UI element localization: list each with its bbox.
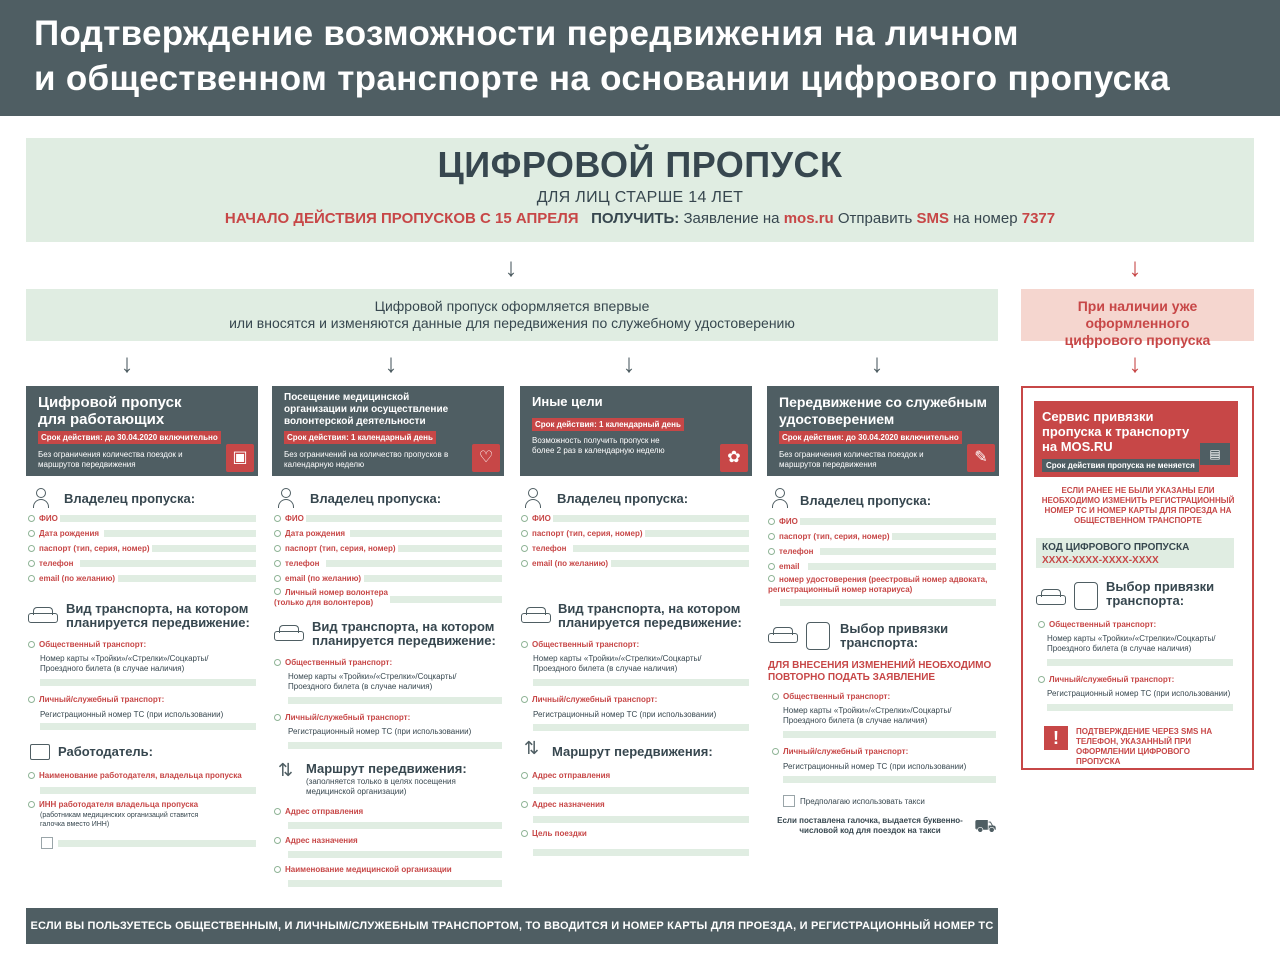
change-note: ДЛЯ ВНЕСЕНИЯ ИЗМЕНЕНИЙ НЕОБХОДИМО ПОВТОРНО ПОДАТЬ ЗАЯВЛЕНИЕ bbox=[768, 660, 992, 683]
page-header bbox=[0, 0, 1280, 116]
field-label-phone-text: телефон bbox=[532, 544, 567, 553]
field-label-private-text: Личный/служебный транспорт: bbox=[1049, 675, 1175, 684]
field-label-fio-text: ФИО bbox=[532, 514, 551, 523]
route-icon: ⇅ bbox=[524, 738, 540, 758]
sms-text: SMS bbox=[916, 210, 949, 227]
fio-field[interactable] bbox=[306, 515, 502, 522]
check-icon bbox=[274, 714, 281, 721]
card-number-field[interactable] bbox=[288, 697, 502, 704]
check-icon bbox=[521, 530, 528, 537]
car-icon bbox=[768, 626, 798, 644]
field-label-public-text: Общественный транспорт: bbox=[532, 640, 640, 649]
field-label-private bbox=[772, 747, 908, 756]
from-address-field[interactable] bbox=[533, 787, 749, 794]
check-icon bbox=[772, 693, 779, 700]
check-icon bbox=[274, 866, 281, 873]
field-label-email bbox=[521, 559, 608, 568]
binding-heading: Выбор привязки транспорта: bbox=[840, 621, 949, 650]
footer-note: ЕСЛИ ВЫ ПОЛЬЗУЕТЕСЬ ОБЩЕСТВЕННЫМ, И ЛИЧНЫМ/СЛУЖЕБНЫМ ТРАНСПОРТОМ, ТО ВВОДИТСЯ И НОМЕР КАРТЫ ДЛЯ ПРОЕЗДА, И РЕГИСТРАЦИОННЫЙ НОМЕР ТС bbox=[26, 908, 998, 944]
validity-badge: Срок действия: 1 календарный день bbox=[284, 431, 436, 444]
get-text-3: на номер bbox=[953, 210, 1018, 227]
arrow-down-icon: ↓ bbox=[870, 348, 884, 378]
fio-field[interactable] bbox=[800, 518, 996, 525]
check-icon bbox=[28, 560, 35, 567]
check-icon bbox=[28, 545, 35, 552]
field-label-id-number-text: номер удостоверения (реестровый номер адвоката, регистрационный номер нотариуса) bbox=[768, 575, 988, 594]
check-icon bbox=[1038, 621, 1045, 628]
field-label-email bbox=[274, 574, 361, 583]
to-address-field[interactable] bbox=[288, 851, 502, 858]
transport-heading: Вид транспорта, на котором планируется передвижение: bbox=[558, 601, 742, 630]
phone-field[interactable] bbox=[80, 560, 256, 567]
pass-code-value[interactable]: XXXX-XXXX-XXXX-XXXX bbox=[1042, 555, 1159, 566]
employer-name-field[interactable] bbox=[40, 787, 256, 794]
email-field[interactable] bbox=[808, 563, 996, 570]
service-note: ЕСЛИ РАНЕЕ НЕ БЫЛИ УКАЗАНЫ ЕЛИ НЕОБХОДИМО ИЗМЕНИТЬ РЕГИСТРАЦИОННЫЙ НОМЕР ТС И НОМЕР КАРТЫ ДЛЯ ПРОЕЗДА НА ОБЩЕСТВЕННОМ ТРАНСПОРТЕ bbox=[1041, 486, 1235, 525]
person-icon bbox=[32, 488, 50, 508]
taxi-checkbox[interactable] bbox=[783, 795, 795, 807]
taxi-icon: ⛟ bbox=[974, 816, 997, 836]
field-label-passport bbox=[28, 544, 150, 553]
check-icon bbox=[28, 575, 35, 582]
field-label-employer-name bbox=[28, 771, 242, 780]
service-title: Сервис привязки пропуска к транспорту на MOS.RU bbox=[1042, 409, 1190, 454]
header-title-line2: и общественном транспорте на основании цифрового пропуска bbox=[34, 59, 1170, 98]
fio-field[interactable] bbox=[553, 515, 749, 522]
hands-heart-icon: ✿ bbox=[720, 444, 748, 472]
field-label-public bbox=[274, 658, 392, 667]
car-icon bbox=[521, 606, 551, 624]
field-label-fio bbox=[521, 514, 551, 523]
check-icon bbox=[521, 696, 528, 703]
reg-number-field[interactable] bbox=[40, 723, 256, 730]
binding-heading: Выбор привязки транспорта: bbox=[1106, 579, 1215, 608]
field-label-fio-text: ФИО bbox=[285, 514, 304, 523]
check-icon bbox=[768, 548, 775, 555]
person-icon bbox=[771, 488, 789, 508]
check-icon bbox=[768, 575, 775, 582]
card-description: Без ограничения количества поездок и маршрутов передвижения bbox=[779, 450, 924, 469]
check-icon bbox=[768, 563, 775, 570]
to-address-field[interactable] bbox=[533, 816, 749, 823]
medical-worker-checkbox[interactable] bbox=[41, 837, 53, 849]
field-label-to-text: Адрес назначения bbox=[285, 836, 358, 845]
card-number-field[interactable] bbox=[783, 731, 996, 738]
reg-number-hint: Регистрационный номер ТС (при использовании) bbox=[40, 710, 224, 719]
get-label: ПОЛУЧИТЬ: bbox=[591, 210, 680, 227]
validity-badge: Срок действия: 1 календарный день bbox=[532, 418, 684, 431]
arrow-down-icon: ↓ bbox=[1128, 252, 1142, 282]
card-title: Посещение медицинской организации или осуществление волонтерской деятельности bbox=[284, 392, 449, 427]
field-label-public bbox=[772, 692, 890, 701]
med-org-field[interactable] bbox=[288, 880, 502, 887]
owner-heading: Владелец пропуска: bbox=[557, 491, 689, 506]
get-text-1: Заявление на bbox=[683, 210, 780, 227]
validity-badge: Срок действия: до 30.04.2020 включительно bbox=[779, 431, 962, 444]
transport-heading: Вид транспорта, на котором планируется передвижение: bbox=[66, 601, 250, 630]
check-icon bbox=[28, 515, 35, 522]
route-note: (заполняется только в целях посещения медицинской организации) bbox=[306, 777, 456, 796]
field-label-med-org-text: Наименование медицинской организации bbox=[285, 865, 452, 874]
passport-field[interactable] bbox=[398, 545, 502, 552]
check-icon bbox=[274, 837, 281, 844]
check-icon bbox=[28, 772, 35, 779]
check-icon bbox=[274, 515, 281, 522]
check-icon bbox=[274, 588, 281, 595]
field-label-from-text: Адрес отправления bbox=[285, 807, 364, 816]
field-label-phone bbox=[521, 544, 566, 553]
card-number-hint: Номер карты «Тройки»/«Стрелки»/Соцкарты/ Проездного билета (в случае наличия) bbox=[533, 654, 702, 673]
email-field[interactable] bbox=[364, 575, 502, 582]
field-label-passport-text: паспорт (тип, серия, номер) bbox=[532, 529, 643, 538]
taxi-note: Если поставлена галочка, выдается буквенно-числовой код для поездок на такси bbox=[777, 816, 963, 835]
reg-number-hint: Регистрационный номер ТС (при использовании) bbox=[288, 727, 472, 736]
check-icon bbox=[768, 533, 775, 540]
field-label-dob bbox=[274, 529, 345, 538]
field-label-dob-text: Дата рождения bbox=[285, 529, 346, 538]
warning-icon: ! bbox=[1044, 726, 1068, 750]
field-label-phone-text: телефон bbox=[285, 559, 320, 568]
card-title: Передвижение со служебным удостоверением bbox=[779, 394, 987, 427]
phone-field[interactable] bbox=[573, 545, 749, 552]
card-number-field[interactable] bbox=[1047, 659, 1233, 666]
passport-field[interactable] bbox=[645, 530, 749, 537]
inn-field[interactable] bbox=[58, 840, 256, 847]
check-icon bbox=[274, 575, 281, 582]
existing-pass-text: При наличии уже оформленного цифрового пропуска bbox=[1064, 298, 1211, 348]
field-label-passport bbox=[274, 544, 396, 553]
arrow-down-icon: ↓ bbox=[384, 348, 398, 378]
field-label-public-text: Общественный транспорт: bbox=[39, 640, 147, 649]
field-label-fio bbox=[274, 514, 304, 523]
check-icon bbox=[768, 518, 775, 525]
field-label-phone-text: телефон bbox=[779, 547, 814, 556]
check-icon bbox=[274, 530, 281, 537]
transport-heading: Вид транспорта, на котором планируется передвижение: bbox=[312, 619, 496, 648]
field-label-fio bbox=[28, 514, 58, 523]
field-label-passport-text: паспорт (тип, серия, номер) bbox=[285, 544, 396, 553]
inn-note: (работникам медицинских организаций ставится галочка вместо ИНН) bbox=[40, 812, 199, 828]
field-label-inn bbox=[28, 800, 198, 809]
reg-number-field[interactable] bbox=[1047, 704, 1233, 711]
site-link[interactable]: mos.ru bbox=[783, 210, 834, 227]
arrow-down-icon: ↓ bbox=[1128, 348, 1142, 378]
email-field[interactable] bbox=[611, 560, 749, 567]
field-label-private bbox=[521, 695, 657, 704]
id-number-field[interactable] bbox=[780, 599, 996, 606]
field-label-email-text: email bbox=[779, 562, 800, 571]
field-label-id-number bbox=[768, 575, 996, 595]
field-label-public bbox=[28, 640, 146, 649]
field-label-email-text: email (по желанию) bbox=[532, 559, 609, 568]
card-number-field[interactable] bbox=[40, 679, 256, 686]
start-date-text: НАЧАЛО ДЕЙСТВИЯ ПРОПУСКОВ С 15 АПРЕЛЯ bbox=[224, 210, 579, 227]
person-icon bbox=[277, 488, 295, 508]
field-label-purpose-text: Цель поездки bbox=[532, 829, 587, 838]
field-label-email bbox=[768, 562, 799, 571]
route-icon: ⇅ bbox=[278, 760, 294, 780]
existing-pass-branch bbox=[1021, 289, 1254, 348]
owner-heading: Владелец пропуска: bbox=[64, 491, 196, 506]
heart-pulse-icon: ♡ bbox=[472, 444, 500, 472]
card-official bbox=[767, 386, 999, 476]
field-label-phone bbox=[28, 559, 73, 568]
check-icon bbox=[274, 560, 281, 567]
field-label-public-text: Общественный транспорт: bbox=[783, 692, 891, 701]
employer-heading: Работодатель: bbox=[58, 744, 153, 759]
field-label-passport bbox=[521, 529, 643, 538]
digital-pass-banner bbox=[26, 138, 1254, 242]
field-label-private-text: Личный/служебный транспорт: bbox=[285, 713, 411, 722]
reg-number-field[interactable] bbox=[533, 724, 749, 731]
pass-code-label: КОД ЦИФРОВОГО ПРОПУСКА bbox=[1042, 542, 1190, 553]
email-field[interactable] bbox=[118, 575, 256, 582]
purpose-field[interactable] bbox=[533, 849, 749, 856]
field-label-from bbox=[521, 771, 610, 780]
field-label-passport-text: паспорт (тип, серия, номер) bbox=[779, 532, 890, 541]
check-icon bbox=[1038, 676, 1045, 683]
briefcase-icon: ▣ bbox=[226, 444, 254, 472]
volunteer-field[interactable] bbox=[390, 596, 502, 603]
document-pen-icon: ✎ bbox=[967, 444, 995, 472]
check-icon bbox=[521, 515, 528, 522]
pass-code-box bbox=[1036, 538, 1234, 568]
fio-field[interactable] bbox=[60, 515, 256, 522]
digital-pass-title: ЦИФРОВОЙ ПРОПУСК bbox=[437, 144, 843, 185]
check-icon bbox=[521, 830, 528, 837]
field-label-from bbox=[274, 807, 363, 816]
field-label-volunteer-text: Личный номер волонтера (только для волонтеров) bbox=[274, 588, 388, 607]
field-label-passport bbox=[768, 532, 890, 541]
card-other bbox=[520, 386, 752, 476]
check-icon bbox=[274, 808, 281, 815]
field-label-purpose bbox=[521, 829, 587, 838]
owner-heading: Владелец пропуска: bbox=[800, 493, 932, 508]
card-number-hint: Номер карты «Тройки»/«Стрелки»/Соцкарты/ Проездного билета (в случае наличия) bbox=[783, 706, 952, 725]
card-workers bbox=[26, 386, 258, 476]
briefcase-icon bbox=[30, 744, 50, 760]
field-label-fio bbox=[768, 517, 798, 526]
sms-confirm-note: ПОДТВЕРЖДЕНИЕ ЧЕРЕЗ SMS НА ТЕЛЕФОН, УКАЗАННЫЙ ПРИ ОФОРМЛЕНИИ ЦИФРОВОГО ПРОПУСКА bbox=[1076, 727, 1213, 766]
card-number-hint: Номер карты «Тройки»/«Стрелки»/Соцкарты/ Проездного билета (в случае наличия) bbox=[40, 654, 209, 673]
new-pass-line2: или вносятся и изменяются данные для передвижения по служебному удостоверению bbox=[229, 315, 795, 331]
taxi-label: Предполагаю использовать такси bbox=[800, 797, 925, 806]
new-pass-branch bbox=[26, 289, 998, 341]
from-address-field[interactable] bbox=[288, 822, 502, 829]
arrow-down-icon: ↓ bbox=[120, 348, 134, 378]
field-label-public-text: Общественный транспорт: bbox=[1049, 620, 1157, 629]
new-pass-line1: Цифровой пропуск оформляется впервые bbox=[374, 298, 650, 314]
train-icon bbox=[1074, 582, 1098, 610]
field-label-private bbox=[28, 695, 164, 704]
id-card-icon: ▤ bbox=[1200, 443, 1230, 465]
passport-field[interactable] bbox=[152, 545, 256, 552]
field-label-fio-text: ФИО bbox=[779, 517, 798, 526]
car-icon bbox=[274, 624, 304, 642]
field-label-to-text: Адрес назначения bbox=[532, 800, 605, 809]
person-icon bbox=[524, 488, 542, 508]
owner-heading: Владелец пропуска: bbox=[310, 491, 442, 506]
field-label-fio-text: ФИО bbox=[39, 514, 58, 523]
service-card bbox=[1034, 401, 1238, 477]
dob-field[interactable] bbox=[350, 530, 502, 537]
field-label-email-text: email (по желанию) bbox=[285, 574, 362, 583]
reg-number-field[interactable] bbox=[288, 742, 502, 749]
card-medical bbox=[272, 386, 504, 476]
check-icon bbox=[521, 545, 528, 552]
card-description: Возможность получить пропуск не более 2 раз в календарную неделю bbox=[532, 436, 665, 455]
header-title-line1: Подтверждение возможности передвижения на личном bbox=[34, 14, 1019, 53]
field-label-private bbox=[274, 713, 410, 722]
phone-field[interactable] bbox=[326, 560, 502, 567]
reg-number-field[interactable] bbox=[783, 776, 996, 783]
field-label-dob-text: Дата рождения bbox=[39, 529, 100, 538]
arrow-down-icon: ↓ bbox=[504, 252, 518, 282]
reg-number-hint: Регистрационный номер ТС (при использовании) bbox=[783, 762, 967, 771]
phone-field[interactable] bbox=[820, 548, 996, 555]
check-icon bbox=[521, 801, 528, 808]
check-icon bbox=[274, 545, 281, 552]
card-number-hint: Номер карты «Тройки»/«Стрелки»/Соцкарты/ Проездного билета (в случае наличия) bbox=[288, 672, 457, 691]
card-number-field[interactable] bbox=[533, 679, 749, 686]
field-label-phone bbox=[274, 559, 319, 568]
sms-number: 7377 bbox=[1021, 210, 1056, 227]
check-icon bbox=[28, 641, 35, 648]
check-icon bbox=[521, 560, 528, 567]
validity-badge: Срок действия: до 30.04.2020 включительно bbox=[38, 431, 221, 444]
train-icon bbox=[806, 622, 830, 650]
check-icon bbox=[274, 659, 281, 666]
get-text-2: Отправить bbox=[837, 210, 913, 227]
route-heading: Маршрут передвижения: bbox=[306, 761, 467, 776]
digital-pass-subtitle: ДЛЯ ЛИЦ СТАРШЕ 14 ЛЕТ bbox=[536, 189, 744, 206]
field-label-private-text: Личный/служебный транспорт: bbox=[39, 695, 165, 704]
card-description: Без ограничений на количество пропусков в календарную неделю bbox=[284, 450, 449, 469]
car-icon bbox=[1036, 588, 1066, 606]
passport-field[interactable] bbox=[892, 533, 996, 540]
field-label-volunteer bbox=[274, 588, 404, 608]
check-icon bbox=[521, 641, 528, 648]
field-label-to bbox=[274, 836, 358, 845]
card-description: Без ограничения количества поездок и маршрутов передвижения bbox=[38, 450, 183, 469]
check-icon bbox=[772, 748, 779, 755]
check-icon bbox=[521, 772, 528, 779]
service-badge: Срок действия пропуска не меняется bbox=[1042, 459, 1199, 472]
field-label-email bbox=[28, 574, 115, 583]
field-label-from-text: Адрес отправления bbox=[532, 771, 611, 780]
car-icon bbox=[28, 606, 58, 624]
field-label-phone bbox=[768, 547, 813, 556]
field-label-public bbox=[1038, 620, 1156, 629]
field-label-employer-name-text: Наименование работодателя, владельца пропуска bbox=[39, 771, 242, 780]
digital-pass-info-line bbox=[26, 210, 1254, 227]
field-label-to bbox=[521, 800, 605, 809]
check-icon bbox=[28, 696, 35, 703]
field-label-phone-text: телефон bbox=[39, 559, 74, 568]
field-label-public bbox=[521, 640, 639, 649]
field-label-private bbox=[1038, 675, 1174, 684]
field-label-email-text: email (по желанию) bbox=[39, 574, 116, 583]
card-title: Цифровой пропуск для работающих bbox=[38, 394, 182, 428]
field-label-public-text: Общественный транспорт: bbox=[285, 658, 393, 667]
field-label-passport-text: паспорт (тип, серия, номер) bbox=[39, 544, 150, 553]
field-label-dob bbox=[28, 529, 99, 538]
arrow-down-icon: ↓ bbox=[622, 348, 636, 378]
check-icon bbox=[28, 801, 35, 808]
card-number-hint: Номер карты «Тройки»/«Стрелки»/Соцкарты/ Проездного билета (в случае наличия) bbox=[1047, 634, 1216, 653]
card-title: Иные цели bbox=[532, 394, 603, 409]
reg-number-hint: Регистрационный номер ТС (при использовании) bbox=[1047, 689, 1231, 698]
route-heading: Маршрут передвижения: bbox=[552, 744, 713, 759]
reg-number-hint: Регистрационный номер ТС (при использовании) bbox=[533, 710, 717, 719]
dob-field[interactable] bbox=[104, 530, 256, 537]
field-label-inn-text: ИНН работодателя владельца пропуска bbox=[39, 800, 199, 809]
field-label-private-text: Личный/служебный транспорт: bbox=[783, 747, 909, 756]
check-icon bbox=[28, 530, 35, 537]
field-label-med-org bbox=[274, 865, 452, 874]
field-label-private-text: Личный/служебный транспорт: bbox=[532, 695, 658, 704]
